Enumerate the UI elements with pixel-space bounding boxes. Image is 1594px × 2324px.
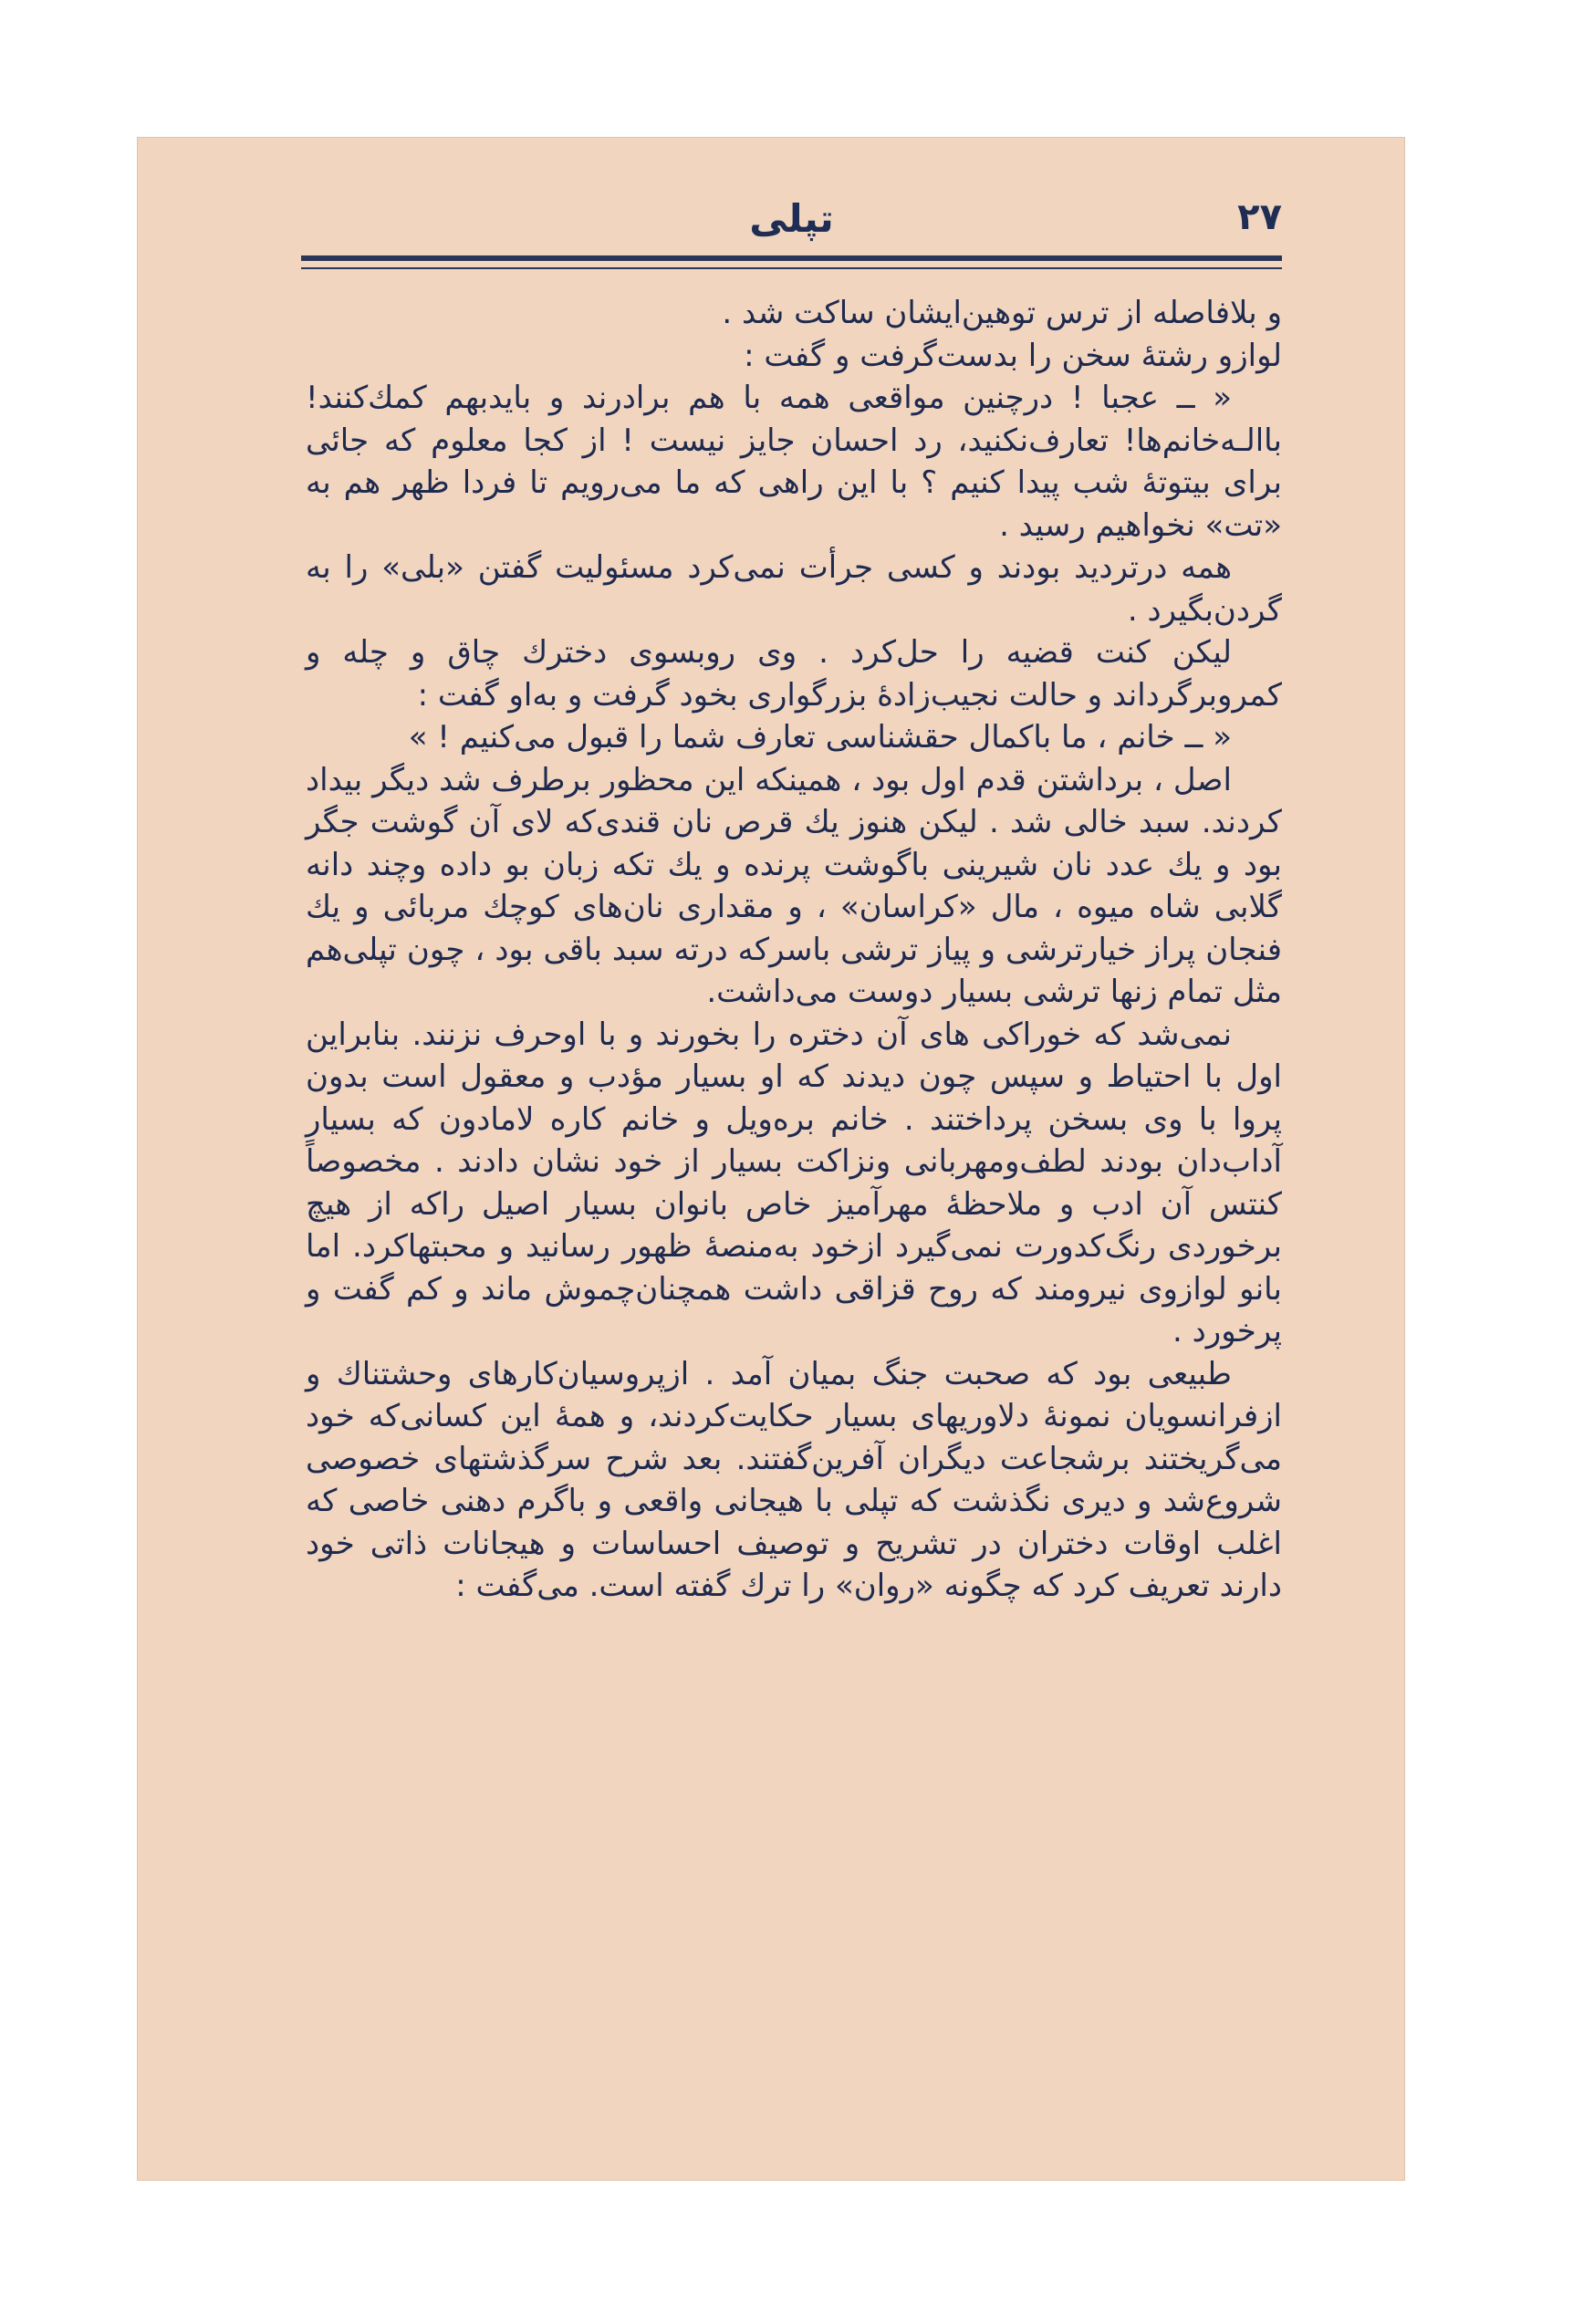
paragraph: همه درتردید بودند و کسی جرأت نمی‌کرد مسئولیت گفتن «بلی» را به گردن‌بگیرد .: [306, 549, 1282, 629]
paragraph: لیکن کنت قضیه را حل‌کرد . وی روبسوی دخترك چاق و چله و کمروبرگرداند و حالت نجیب‌زادهٔ بزرگواری بخود گرفت و به‌او گفت :: [306, 634, 1282, 714]
paragraph: لوازو رشتهٔ سخن را بدست‌گرفت و گفت :: [744, 337, 1282, 374]
body-text: [306, 292, 1282, 1608]
paragraph: و بلافاصله از ترس توهین‌ایشان ساکت شد .: [722, 295, 1282, 331]
book-page: [137, 137, 1405, 2181]
header-rule-thin: [301, 267, 1282, 269]
page-number: ۲۷: [1237, 196, 1282, 238]
page-header: [301, 196, 1282, 260]
running-title: تپلی: [749, 196, 834, 241]
header-rule-thick: [301, 255, 1282, 261]
paragraph: « ــ عجبا ! درچنین مواقعی همه با هم برادرند و بایدبهم کمك‌کنند!باالـه‌خانم‌ها! تعارف‌نکنید، رد احسان جایز نیست ! از کجا معلوم که جائی برای بیتوتهٔ شب پیدا کنیم ؟ با این راهی که ما می‌رویم تا فردا ظهر هم به «تت» نخواهیم رسید .: [306, 380, 1282, 544]
paragraph: نمی‌شد که خوراکی های آن دختره را بخورند و با اوحرف نزنند. بنابراین اول با احتیاط و سپس چون دیدند که او بسیار مؤدب و معقول است بدون پروا با وی بسخن پرداختند . خانم بره‌ویل و خانم کاره لامادون که بسیار آداب‌دان بودند لطف‌ومهربانی ونزاکت بسیار از خود نشان دادند . مخصوصاً کنتس آن ادب و ملاحظهٔ مهرآمیز خاص بانوان بسیار اصیل راکه از هیچ برخوردی رنگ‌کدورت نمی‌گیرد ازخود به‌منصهٔ ظهور رسانید و محبتهاکرد. اما بانو لوازوی نیرومند که روح قزاقی داشت همچنان‌چموش ماند و کم گفت و پرخورد .: [306, 1016, 1282, 1350]
paragraph: اصل ، برداشتن قدم اول بود ، همینکه این محظور برطرف شد دیگر بیداد کردند. سبد خالی شد . لیکن هنوز یك قرص نان قندی‌که لای آن گوشت جگر بود و یك عدد نان شیرینی باگوشت پرنده و یك تکه زبان بو داده وچند دانه گلابی شاه میوه ، مال «کراسان» ، و مقداری نان‌های کوچك مربائی و یك فنجان پراز خیارترشی و پیاز ترشی باسرکه درته سبد باقی بود ، چون تپلی‌هم مثل تمام زنها ترشی بسیار دوست می‌داشت.: [306, 761, 1282, 1010]
paragraph: « ــ خانم ، ما باکمال حقشناسی تعارف شما را قبول می‌کنیم ! »: [408, 719, 1232, 756]
paragraph: طبیعی بود که صحبت جنگ بمیان آمد . ازپروسیان‌کارهای وحشتناك و ازفرانسویان نمونهٔ دلاوریهای بسیار حکایت‌کردند، و همهٔ این کسانی‌که خود می‌گریختند برشجاعت دیگران آفرین‌گفتند. بعد شرح سرگذشتهای خصوصی شروع‌شد و دیری نگذشت که تپلی با هیجانی واقعی و باگرم دهنی خاصی که اغلب اوقات دختران در تشریح و توصیف احساسات و هیجانات ذاتی خود دارند تعریف کرد که چگونه «روان» را ترك گفته است. می‌گفت :: [306, 1355, 1282, 1604]
